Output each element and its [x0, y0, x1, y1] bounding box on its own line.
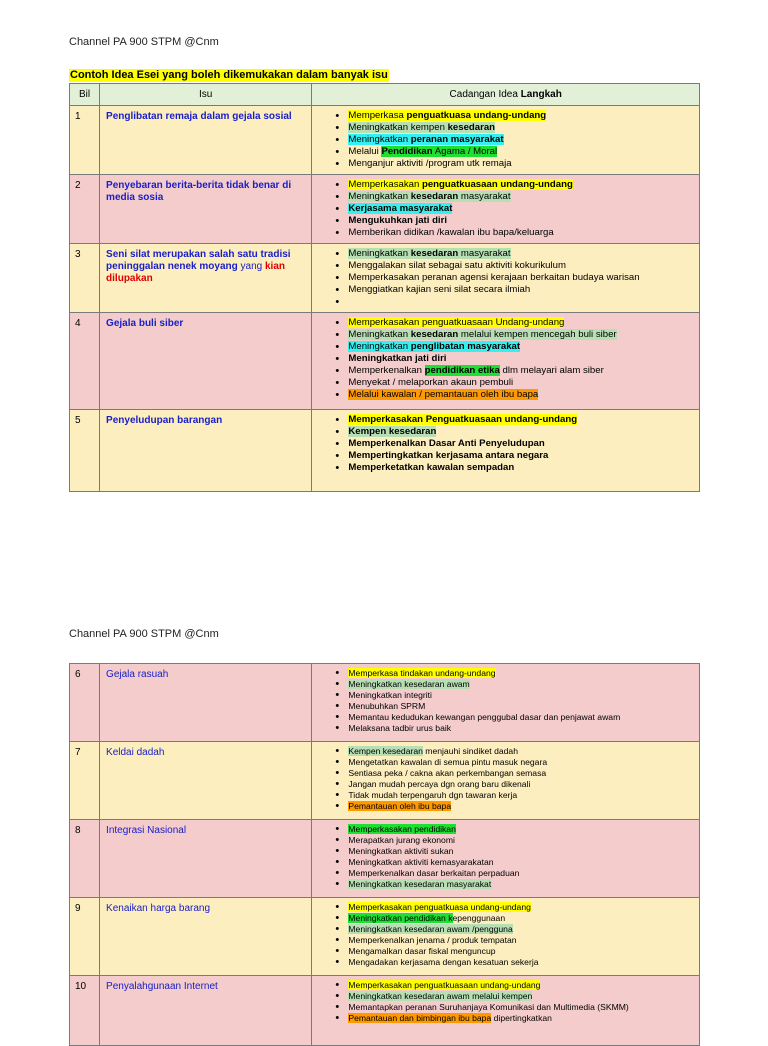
issue-cell: Integrasi Nasional: [100, 820, 312, 898]
list-item: • Mengukuhkan jati diri: [348, 215, 699, 227]
list-item: • Memperkenalkan Dasar Anti Penyeludupan: [348, 438, 699, 450]
row-number: 6: [70, 664, 100, 742]
essay-ideas-table: [69, 83, 700, 492]
ideas-cell: [312, 742, 700, 820]
row-number: 1: [70, 106, 100, 175]
list-item: • Memantapkan peranan Suruhanjaya Komunikasi dan Multimedia (SKMM): [348, 1002, 699, 1013]
row-number: 2: [70, 175, 100, 244]
list-item: • Meningkatkan integriti: [348, 690, 699, 701]
list-item: • Kerjasama masyarakat: [348, 203, 699, 215]
table-row: [70, 244, 700, 313]
row-number: 10: [70, 976, 100, 1046]
list-item: • Menggalakan silat sebagai satu aktiviti kokurikulum: [348, 260, 699, 272]
list-item: • Memperkasakan penguatkuasaan undang-undang: [348, 179, 699, 191]
ideas-cell: [312, 976, 700, 1046]
issue-cell: Kenaikan harga barang: [100, 898, 312, 976]
table-row: [70, 175, 700, 244]
list-item: • Menganjur aktiviti /program utk remaja: [348, 158, 699, 170]
list-item: • Memperkenalkan pendidikan etika dlm melayari alam siber: [348, 365, 699, 377]
ideas-cell: [312, 898, 700, 976]
list-item: • Menyekat / melaporkan akaun pembuli: [348, 377, 699, 389]
issue-cell: Penyalahgunaan Internet: [100, 976, 312, 1046]
list-item: • Meningkatkan kesedaran masyarakat: [348, 191, 699, 203]
issue-cell: Gejala buli siber: [100, 313, 312, 410]
table-row: [70, 976, 700, 1046]
list-item: • Meningkatkan kempen kesedaran: [348, 122, 699, 134]
table-row: [70, 106, 700, 175]
list-item: • Melaksana tadbir urus baik: [348, 723, 699, 734]
issue-cell: Penyeludupan barangan: [100, 410, 312, 492]
table-row: [70, 820, 700, 898]
list-item: • Memperketatkan kawalan sempadan: [348, 462, 699, 474]
list-item: • Memperkasa penguatkuasa undang-undang: [348, 110, 699, 122]
list-item: • Memperkasakan pendidikan: [348, 824, 699, 835]
list-item: • Memperkasakan penguatkuasaan undang-undang: [348, 980, 699, 991]
list-item: • Meningkatkan kesedaran awam: [348, 679, 699, 690]
row-number: 8: [70, 820, 100, 898]
list-item: • Mengamalkan dasar fiskal menguncup: [348, 946, 699, 957]
list-item: • Menggiatkan kajian seni silat secara ilmiah: [348, 284, 699, 296]
note-title: Contoh Idea Esei yang boleh dikemukakan dalam banyak isu: [70, 69, 388, 81]
list-item: • Meningkatkan kesedaran awam /pengguna: [348, 924, 699, 935]
table-header-row: [70, 84, 700, 106]
list-item: • Memperkasakan peranan agensi kerajaan berkaitan budaya warisan: [348, 272, 699, 284]
list-item: • Memperkasakan penguatkuasaan Undang-undang: [348, 317, 699, 329]
essay-ideas-table-continued: [69, 663, 700, 1046]
issue-cell: Seni silat merupakan salah satu tradisi peninggalan nenek moyang yang kian dilupakan: [100, 244, 312, 313]
list-item: • Kempen kesedaran menjauhi sindiket dadah: [348, 746, 699, 757]
list-item: • Memperkenalkan jenama / produk tempatan: [348, 935, 699, 946]
column-header-bil: Bil: [70, 84, 100, 106]
table-row: [70, 664, 700, 742]
list-item: • Memperkenalkan dasar berkaitan perpaduan: [348, 868, 699, 879]
issue-cell: Penglibatan remaja dalam gejala sosial: [100, 106, 312, 175]
list-item: • Melalui Pendidikan Agama / Moral: [348, 146, 699, 158]
table-row: [70, 410, 700, 492]
list-item: • Memperkasa tindakan undang-undang: [348, 668, 699, 679]
list-item: • Sentiasa peka / cakna akan perkembangan semasa: [348, 768, 699, 779]
row-number: 9: [70, 898, 100, 976]
column-header-isu: Isu: [100, 84, 312, 106]
page-header: Channel PA 900 STPM @Cnm: [69, 36, 219, 48]
list-item: • Memperkasakan penguatkuasa undang-undang: [348, 902, 699, 913]
ideas-cell: [312, 313, 700, 410]
row-number: 3: [70, 244, 100, 313]
list-item: • Jangan mudah percaya dgn orang baru dikenali: [348, 779, 699, 790]
list-item: • Melalui kawalan / pemantauan oleh ibu bapa: [348, 389, 699, 401]
ideas-cell: [312, 820, 700, 898]
list-item: • Meningkatkan kesedaran masyarakat: [348, 879, 699, 890]
list-item: • Memantau kedudukan kewangan penggubal dasar dan penjawat awam: [348, 712, 699, 723]
list-item: • Merapatkan jurang ekonomi: [348, 835, 699, 846]
list-item: • Mengetatkan kawalan di semua pintu masuk negara: [348, 757, 699, 768]
list-item: • Meningkatkan peranan masyarakat: [348, 134, 699, 146]
ideas-cell: [312, 664, 700, 742]
ideas-cell: [312, 175, 700, 244]
row-number: 5: [70, 410, 100, 492]
table-row: [70, 742, 700, 820]
list-item: • Meningkatkan pendidikan kepenggunaan: [348, 913, 699, 924]
list-item: • Meningkatkan jati diri: [348, 353, 699, 365]
column-header-idea: Cadangan Idea Langkah: [312, 84, 700, 106]
list-item: • Pemantauan oleh ibu bapa: [348, 801, 699, 812]
list-item: • Mempertingkatkan kerjasama antara negara: [348, 450, 699, 462]
list-item: • Meningkatkan kesedaran awam melalui kempen: [348, 991, 699, 1002]
page-header: Channel PA 900 STPM @Cnm: [69, 628, 219, 640]
row-number: 7: [70, 742, 100, 820]
ideas-cell: [312, 244, 700, 313]
list-item: • Memperkasakan Penguatkuasaan undang-undang: [348, 414, 699, 426]
list-item: • Meningkatkan kesedaran melalui kempen mencegah buli siber: [348, 329, 699, 341]
list-item: • Meningkatkan kesedaran masyarakat: [348, 248, 699, 260]
list-item: • Mengadakan kerjasama dengan kesatuan sekerja: [348, 957, 699, 968]
list-item: • Menubuhkan SPRM: [348, 701, 699, 712]
issue-cell: Gejala rasuah: [100, 664, 312, 742]
row-number: 4: [70, 313, 100, 410]
list-item: • Tidak mudah terpengaruh dgn tawaran kerja: [348, 790, 699, 801]
list-item: • Meningkatkan aktiviti sukan: [348, 846, 699, 857]
list-item: • Meningkatkan aktiviti kemasyarakatan: [348, 857, 699, 868]
ideas-cell: [312, 106, 700, 175]
table-row: [70, 898, 700, 976]
issue-cell: Penyebaran berita-berita tidak benar di media sosia: [100, 175, 312, 244]
table-row: [70, 313, 700, 410]
ideas-cell: [312, 410, 700, 492]
list-item: • Kempen kesedaran: [348, 426, 699, 438]
list-item: • Memberikan didikan /kawalan ibu bapa/keluarga: [348, 227, 699, 239]
list-item: • Meningkatkan penglibatan masyarakat: [348, 341, 699, 353]
issue-cell: Keldai dadah: [100, 742, 312, 820]
list-item: • Pemantauan dan bimbingan ibu bapa dipertingkatkan: [348, 1013, 699, 1024]
